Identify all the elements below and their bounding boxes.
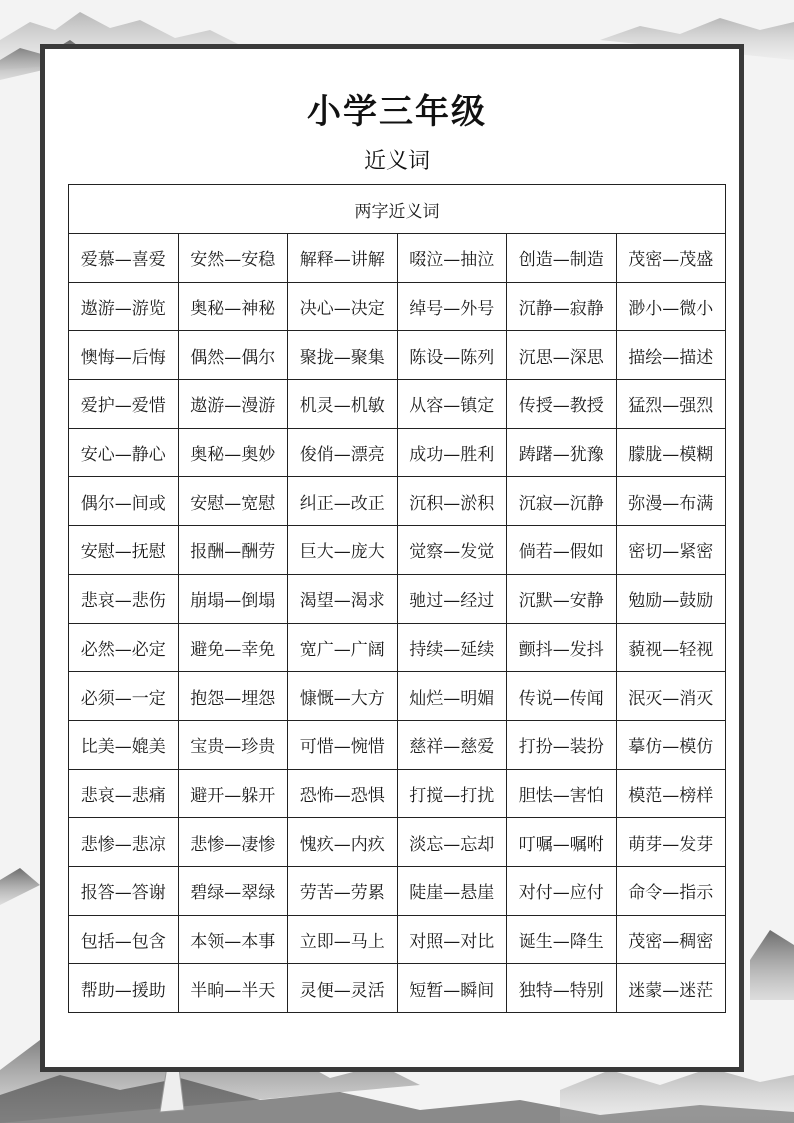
table-cell: 解释—讲解 xyxy=(288,234,398,283)
table-cell: 沉默—安静 xyxy=(507,574,617,623)
table-cell: 渺小—微小 xyxy=(616,282,726,331)
table-cell: 模范—榜样 xyxy=(616,769,726,818)
table-cell: 机灵—机敏 xyxy=(288,380,398,429)
table-cell: 抱怨—埋怨 xyxy=(178,672,288,721)
table-cell: 奥秘—奥妙 xyxy=(178,428,288,477)
table-cell: 传授—教授 xyxy=(507,380,617,429)
table-cell: 爱慕—喜爱 xyxy=(69,234,179,283)
table-cell: 陡崖—悬崖 xyxy=(397,866,507,915)
table-cell: 奥秘—神秘 xyxy=(178,282,288,331)
table-cell: 从容—镇定 xyxy=(397,380,507,429)
table-cell: 巨大—庞大 xyxy=(288,526,398,575)
table-cell: 遨游—游览 xyxy=(69,282,179,331)
table-cell: 悲惨—凄惨 xyxy=(178,818,288,867)
table-cell: 朦胧—模糊 xyxy=(616,428,726,477)
table-cell: 沉积—淤积 xyxy=(397,477,507,526)
table-cell: 倘若—假如 xyxy=(507,526,617,575)
table-cell: 比美—媲美 xyxy=(69,720,179,769)
table-header: 两字近义词 xyxy=(69,185,726,234)
page-subtitle: 近义词 xyxy=(363,149,430,174)
table-cell: 纠正—改正 xyxy=(288,477,398,526)
table-cell: 可惜—惋惜 xyxy=(288,720,398,769)
table-cell: 踌躇—犹豫 xyxy=(507,428,617,477)
table-cell: 包括—包含 xyxy=(69,915,179,964)
table-body xyxy=(69,234,726,1013)
table-cell: 驰过—经过 xyxy=(397,574,507,623)
table-cell: 对照—对比 xyxy=(397,915,507,964)
table-row xyxy=(69,526,726,575)
table-row xyxy=(69,428,726,477)
table-cell: 避开—躲开 xyxy=(178,769,288,818)
synonym-table xyxy=(68,184,726,1013)
table-cell: 萌芽—发芽 xyxy=(616,818,726,867)
table-cell: 茂密—稠密 xyxy=(616,915,726,964)
table-cell: 宝贵—珍贵 xyxy=(178,720,288,769)
table-cell: 啜泣—抽泣 xyxy=(397,234,507,283)
table-row xyxy=(69,672,726,721)
table-cell: 悲惨—悲凉 xyxy=(69,818,179,867)
table-cell: 猛烈—强烈 xyxy=(616,380,726,429)
table-row xyxy=(69,282,726,331)
table-cell: 愧疚—内疚 xyxy=(288,818,398,867)
table-cell: 打搅—打扰 xyxy=(397,769,507,818)
table-cell: 对付—应付 xyxy=(507,866,617,915)
table-row xyxy=(69,720,726,769)
table-cell: 沉寂—沉静 xyxy=(507,477,617,526)
table-row xyxy=(69,623,726,672)
table-cell: 懊悔—后悔 xyxy=(69,331,179,380)
table-cell: 灿烂—明媚 xyxy=(397,672,507,721)
table-cell: 安慰—宽慰 xyxy=(178,477,288,526)
table-cell: 半晌—半天 xyxy=(178,964,288,1013)
table-cell: 本领—本事 xyxy=(178,915,288,964)
table-cell: 泯灭—消灭 xyxy=(616,672,726,721)
table-cell: 安然—安稳 xyxy=(178,234,288,283)
table-cell: 命令—指示 xyxy=(616,866,726,915)
table-cell: 报答—答谢 xyxy=(69,866,179,915)
table-cell: 沉静—寂静 xyxy=(507,282,617,331)
table-cell: 绰号—外号 xyxy=(397,282,507,331)
table-cell: 弥漫—布满 xyxy=(616,477,726,526)
table-cell: 偶尔—间或 xyxy=(69,477,179,526)
table-cell: 悲哀—悲伤 xyxy=(69,574,179,623)
table-cell: 恐怖—恐惧 xyxy=(288,769,398,818)
table-cell: 俊俏—漂亮 xyxy=(288,428,398,477)
table-cell: 避免—幸免 xyxy=(178,623,288,672)
table-cell: 宽广—广阔 xyxy=(288,623,398,672)
table-cell: 沉思—深思 xyxy=(507,331,617,380)
table-row xyxy=(69,574,726,623)
table-cell: 迷蒙—迷茫 xyxy=(616,964,726,1013)
table-cell: 短暂—瞬间 xyxy=(397,964,507,1013)
table-cell: 颤抖—发抖 xyxy=(507,623,617,672)
table-row xyxy=(69,818,726,867)
table-cell: 劳苦—劳累 xyxy=(288,866,398,915)
table-row xyxy=(69,234,726,283)
table-cell: 独特—特别 xyxy=(507,964,617,1013)
table-row xyxy=(69,866,726,915)
table-cell: 安慰—抚慰 xyxy=(69,526,179,575)
table-cell: 立即—马上 xyxy=(288,915,398,964)
table-cell: 觉察—发觉 xyxy=(397,526,507,575)
table-cell: 描绘—描述 xyxy=(616,331,726,380)
table-cell: 碧绿—翠绿 xyxy=(178,866,288,915)
table-cell: 慷慨—大方 xyxy=(288,672,398,721)
table-cell: 帮助—援助 xyxy=(69,964,179,1013)
table-cell: 慈祥—慈爱 xyxy=(397,720,507,769)
table-header-row xyxy=(69,185,726,234)
table-row xyxy=(69,769,726,818)
table-cell: 决心—决定 xyxy=(288,282,398,331)
table-cell: 安心—静心 xyxy=(69,428,179,477)
table-cell: 胆怯—害怕 xyxy=(507,769,617,818)
table-cell: 必然—必定 xyxy=(69,623,179,672)
table-row xyxy=(69,964,726,1013)
table-cell: 偶然—偶尔 xyxy=(178,331,288,380)
table-cell: 陈设—陈列 xyxy=(397,331,507,380)
table-cell: 诞生—降生 xyxy=(507,915,617,964)
table-cell: 报酬—酬劳 xyxy=(178,526,288,575)
table-row xyxy=(69,915,726,964)
table-cell: 灵便—灵活 xyxy=(288,964,398,1013)
table-cell: 叮嘱—嘱咐 xyxy=(507,818,617,867)
table-cell: 渴望—渴求 xyxy=(288,574,398,623)
table-cell: 摹仿—模仿 xyxy=(616,720,726,769)
table-cell: 传说—传闻 xyxy=(507,672,617,721)
table-cell: 成功—胜利 xyxy=(397,428,507,477)
table-cell: 茂密—茂盛 xyxy=(616,234,726,283)
table-cell: 创造—制造 xyxy=(507,234,617,283)
table-cell: 遨游—漫游 xyxy=(178,380,288,429)
table-cell: 打扮—装扮 xyxy=(507,720,617,769)
table-cell: 勉励—鼓励 xyxy=(616,574,726,623)
table-cell: 密切—紧密 xyxy=(616,526,726,575)
table-row xyxy=(69,477,726,526)
table-cell: 崩塌—倒塌 xyxy=(178,574,288,623)
table-cell: 爱护—爱惜 xyxy=(69,380,179,429)
table-cell: 藐视—轻视 xyxy=(616,623,726,672)
table-cell: 聚拢—聚集 xyxy=(288,331,398,380)
table-cell: 淡忘—忘却 xyxy=(397,818,507,867)
table-cell: 悲哀—悲痛 xyxy=(69,769,179,818)
table-row xyxy=(69,331,726,380)
table-cell: 必须—一定 xyxy=(69,672,179,721)
page-title: 小学三年级 xyxy=(307,92,487,132)
table-cell: 持续—延续 xyxy=(397,623,507,672)
table-row xyxy=(69,380,726,429)
